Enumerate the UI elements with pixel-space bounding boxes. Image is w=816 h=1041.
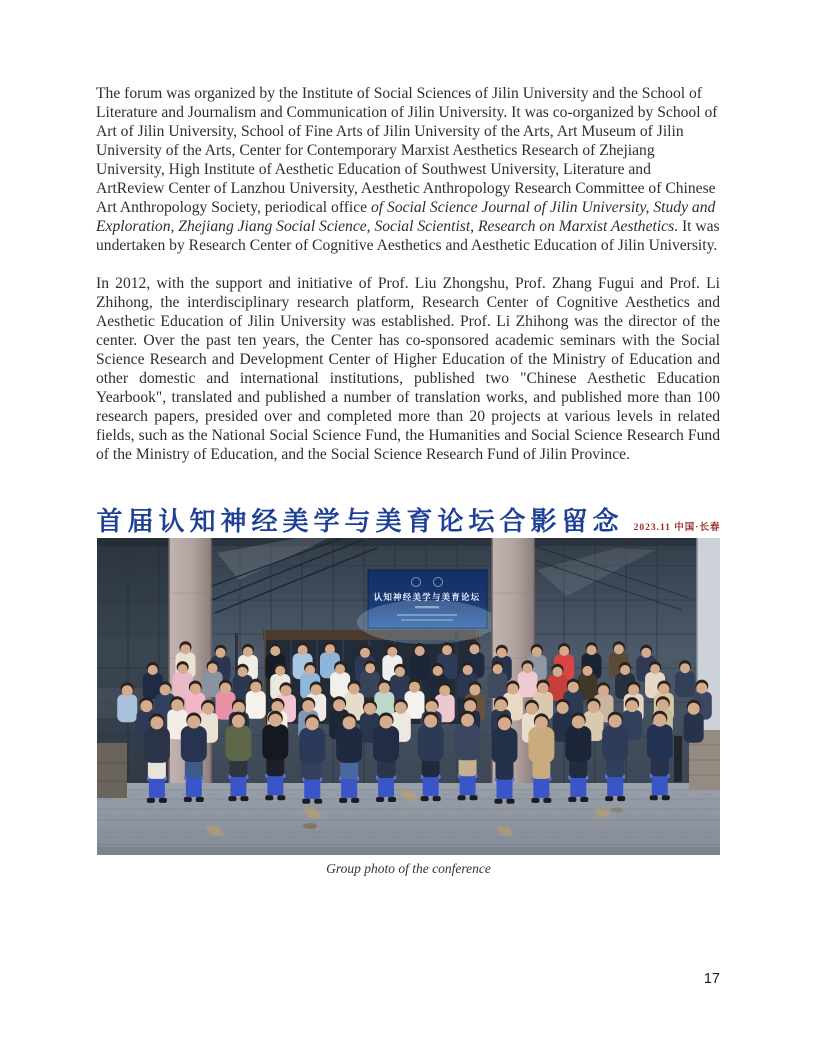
photo-banner [97, 500, 720, 538]
photo-banner-title: 首届认知神经美学与美育论坛合影留念 [96, 507, 624, 536]
paragraph-organizers-tail: . It was undertaken by Research Center of Cognitive Aesthetics and Aesthetic Education of Jilin University. [96, 218, 720, 254]
bollard [674, 736, 682, 782]
conference-photo-figure [97, 500, 720, 877]
photo-caption: Group photo of the conference [326, 861, 491, 876]
page-number: 17 [703, 971, 720, 987]
paragraph-history: In 2012, with the support and initiative of Prof. Liu Zhongshu, Prof. Zhang Fugui and Prof. Li Zhihong, the interdisciplinary research platform, Research Center of Cognitive Aesthetics and Aesthetic Education of Jilin University was established. Prof. Li Zhihong was the director of the center. Over the past ten years, the Center has co-sponsored academic seminars with the Social Science Research and Development Center of Higher Education of the Ministry of Education and other domestic and international institutions, published two "Chinese Aesthetic Education Yearbook", translated and published a number of translation works, and published more than 100 research papers, presided over and completed more than 20 projects at various levels in related fields, such as the National Social Science Fund, the Humanities and Social Science Research Fund of the Ministry of Education, and the Social Science Research Fund of Jilin Province. [96, 275, 720, 463]
screen-subtitle-bar [415, 606, 439, 608]
photo-banner-date: 2023.11 中国·长春 [633, 522, 721, 533]
stone-planter [97, 743, 127, 798]
journal-titles-italic: of Social Science Journal of Jilin University, Study and Exploration, Zhejiang Jiang Social Science, Social Scientist, Research on Marxist Aesthetics [96, 199, 716, 235]
conference-photo [97, 538, 720, 855]
paragraph-organizers-text: The forum was organized by the Institute of Social Sciences of Jilin University and the School of Literature and Journalism and Communication of Jilin University. It was co-organized by School of Art of Jilin University, School of Fine Arts of Jilin University of the Arts, Art Museum of Jilin University of the Arts, Center for Contemporary Marxist Aesthetics Research of Zhejiang University, High Institute of Aesthetic Education of Southwest University, Literature and ArtReview Center of Lanzhou University, Aesthetic Anthropology Research Committee of Chinese Art Anthropology Society, periodical office [96, 85, 718, 216]
screen-title-text: 认知神经美学与美育论坛 [373, 592, 481, 602]
led-screen [357, 570, 497, 644]
paragraph-organizers [96, 84, 720, 255]
body-text [96, 84, 720, 464]
